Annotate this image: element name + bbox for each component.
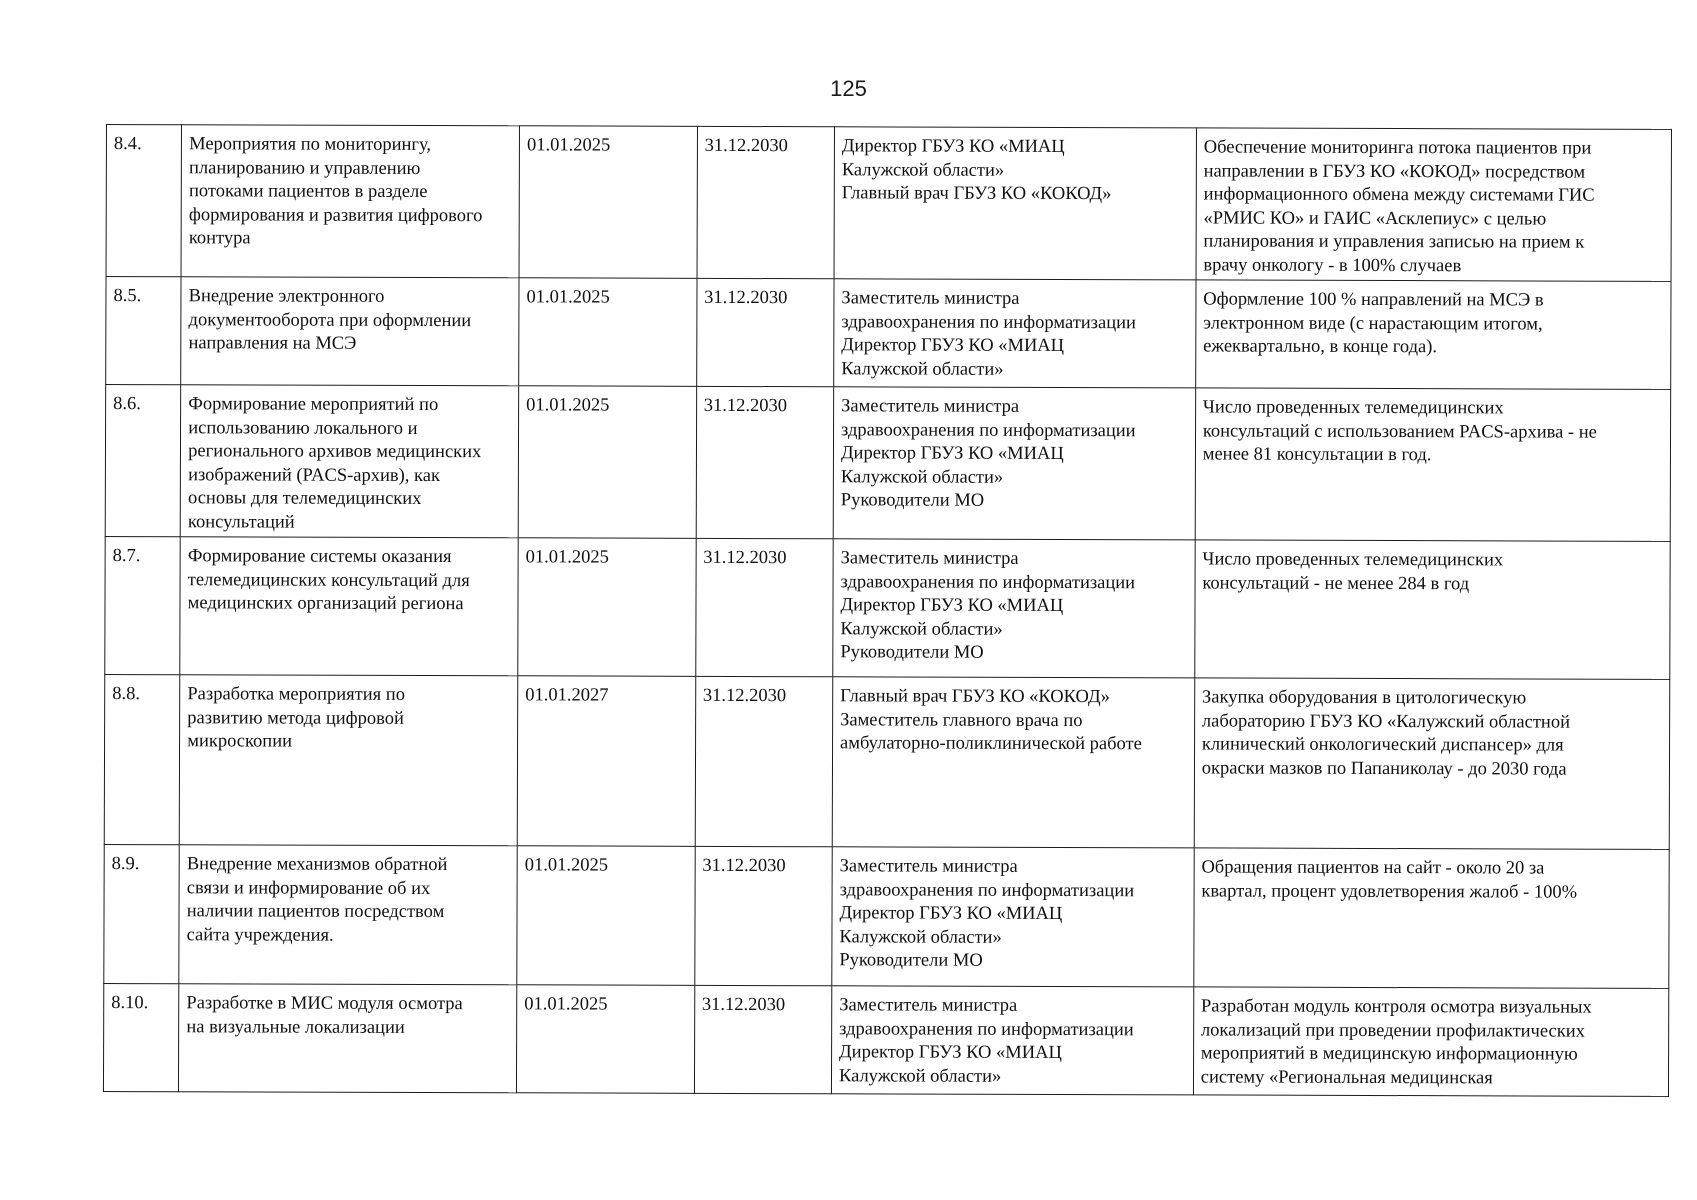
responsible-line: Калужской области» xyxy=(841,159,1005,181)
result-line: мероприятий в медицинскую информационную xyxy=(1200,1043,1578,1065)
activity-line: Разработке в МИС модуля осмотра xyxy=(186,993,463,1015)
result-line: квартал, процент удовлетворения жалоб - 100% xyxy=(1201,880,1578,903)
activity-line: развитию метода цифровой xyxy=(187,707,404,729)
activity-line: направления на МСЭ xyxy=(188,333,357,354)
activity-line: медицинских организаций региона xyxy=(187,593,464,615)
activity-cell xyxy=(179,845,517,985)
responsible-cell xyxy=(833,387,1195,540)
result-cell xyxy=(1195,280,1671,389)
activity-line: Формирование системы оказания xyxy=(187,546,452,568)
responsible-line: Калужской области» xyxy=(838,1065,1002,1087)
result-cell xyxy=(1193,987,1669,1096)
end-date: 31.12.2030 xyxy=(696,278,834,386)
table-row xyxy=(104,674,1670,849)
result-line: информационного обмена между системами ГИС xyxy=(1203,184,1595,206)
result-cell xyxy=(1194,678,1670,849)
responsible-cell xyxy=(832,847,1194,987)
result-line: планирования и управления записью на прием к xyxy=(1203,231,1585,253)
responsible-line: Директор ГБУЗ КО «МИАЦ xyxy=(840,595,1064,617)
responsible-cell xyxy=(834,279,1196,388)
result-line: клинический онкологический диспансер» для xyxy=(1201,734,1564,756)
end-date: 31.12.2030 xyxy=(697,126,835,278)
result-cell xyxy=(1195,540,1671,679)
responsible-line: Директор ГБУЗ КО «МИАЦ xyxy=(839,1042,1062,1064)
responsible-line: Калужской области» xyxy=(840,466,1004,488)
responsible-line: Заместитель министра xyxy=(841,396,1020,417)
responsible-line: Руководители МО xyxy=(839,950,983,971)
responsible-line: Руководители МО xyxy=(840,642,984,663)
responsible-cell xyxy=(832,677,1194,848)
start-date: 01.01.2025 xyxy=(519,278,697,387)
result-cell xyxy=(1196,128,1672,281)
activity-cell xyxy=(180,537,518,676)
result-line: Число проведенных телемедицинских xyxy=(1202,397,1504,419)
table-row xyxy=(105,385,1670,542)
activity-cell xyxy=(179,675,517,846)
item-number: 8.9. xyxy=(104,844,180,983)
page-number: 125 xyxy=(830,76,867,101)
table-row xyxy=(106,277,1671,390)
activity-line: на визуальные локализации xyxy=(186,1016,405,1038)
activity-cell xyxy=(181,277,519,386)
responsible-cell xyxy=(834,127,1196,280)
activity-line: связи и информирование об их xyxy=(186,877,431,899)
activity-line: Внедрение механизмов обратной xyxy=(186,854,448,876)
end-date: 31.12.2030 xyxy=(694,985,832,1093)
activity-line: наличии пациентов посредством xyxy=(186,901,445,923)
result-line: систему «Региональная медицинская xyxy=(1200,1066,1493,1088)
result-line: окраски мазков по Папаниколау - до 2030 года xyxy=(1201,757,1567,780)
activity-line: документооборота при оформлении xyxy=(188,309,472,331)
item-number: 8.5. xyxy=(106,277,182,385)
item-number: 8.7. xyxy=(105,536,181,674)
start-date: 01.01.2025 xyxy=(519,126,697,279)
responsible-line: здравоохранения по информатизации xyxy=(841,311,1136,333)
result-line: Число проведенных телемедицинских xyxy=(1202,549,1504,571)
result-line: «РМИС КО» и ГАИС «Асклепиус» с целью xyxy=(1203,207,1547,230)
responsible-line: Директор ГБУЗ КО «МИАЦ xyxy=(839,903,1063,925)
responsible-line: Заместитель министра xyxy=(841,288,1020,309)
responsible-cell xyxy=(833,539,1195,678)
end-date: 31.12.2030 xyxy=(694,846,832,985)
responsible-line: Главный врач ГБУЗ КО «КОКОД» xyxy=(840,686,1110,708)
result-line: консультаций - не менее 284 в год xyxy=(1202,572,1470,594)
responsible-line: Директор ГБУЗ КО «МИАЦ xyxy=(840,443,1064,465)
activity-line: телемедицинских консультаций для xyxy=(187,569,470,591)
result-line: менее 81 консультации в год. xyxy=(1202,444,1432,466)
start-date: 01.01.2025 xyxy=(518,386,696,539)
end-date: 31.12.2030 xyxy=(696,386,834,538)
activity-line: Мероприятия по мониторингу, xyxy=(189,134,432,156)
result-line: направлении в ГБУЗ КО «КОКОД» посредством xyxy=(1203,160,1586,183)
start-date: 01.01.2025 xyxy=(518,538,696,677)
end-date: 31.12.2030 xyxy=(695,676,833,846)
activity-cell xyxy=(179,984,517,1093)
responsible-line: Заместитель министра xyxy=(840,548,1019,569)
activity-line: контура xyxy=(188,228,251,249)
table-row xyxy=(106,125,1671,282)
activity-line: регионального архивов медицинских xyxy=(188,441,482,463)
end-date: 31.12.2030 xyxy=(695,538,833,676)
activity-line: изображений (PACS-архив), как xyxy=(188,464,440,486)
activity-line: основы для телемедицинских xyxy=(187,488,422,509)
activity-cell xyxy=(180,385,518,538)
responsible-line: здравоохранения по информатизации xyxy=(840,571,1136,593)
activity-line: консультаций xyxy=(187,511,295,533)
responsible-line: Заместитель министра xyxy=(839,995,1018,1016)
activity-line: Внедрение электронного xyxy=(188,286,385,307)
activity-line: потоками пациентов в разделе xyxy=(188,181,428,203)
responsible-line: Калужской области» xyxy=(840,618,1003,640)
start-date: 01.01.2027 xyxy=(517,676,695,847)
activity-line: формирования и развития цифрового xyxy=(188,204,483,226)
activities-table xyxy=(103,124,1672,1097)
result-line: Разработан модуль контроля осмотра визуальных xyxy=(1200,996,1592,1018)
activity-line: сайта учреждения. xyxy=(186,924,334,946)
activity-line: использованию локального и xyxy=(188,417,418,439)
table-row xyxy=(103,983,1668,1096)
table-row xyxy=(104,844,1669,988)
result-cell xyxy=(1194,848,1670,988)
activity-line: микроскопии xyxy=(187,731,293,752)
activity-line: Формирование мероприятий по xyxy=(188,394,439,416)
result-line: консультаций с использованием PACS-архива - не xyxy=(1202,420,1597,443)
result-line: локализаций при проведении профилактических xyxy=(1200,1019,1585,1042)
result-line: Оформление 100 % направлений на МСЭ в xyxy=(1203,289,1544,311)
result-line: лабораторию ГБУЗ КО «Калужский областной xyxy=(1201,710,1571,733)
activity-line: планированию и управлению xyxy=(189,157,421,179)
start-date: 01.01.2025 xyxy=(516,985,694,1094)
result-line: Обращения пациентов на сайт - около 20 за xyxy=(1201,857,1545,879)
activity-line: Разработка мероприятия по xyxy=(187,684,406,705)
result-line: врачу онкологу - в 100% случаев xyxy=(1203,254,1462,276)
table-row xyxy=(105,536,1670,679)
result-cell xyxy=(1195,388,1671,541)
responsible-line: Заместитель главного врача по xyxy=(840,709,1083,731)
responsible-line: Калужской области» xyxy=(839,926,1002,948)
responsible-cell xyxy=(831,986,1193,1095)
responsible-line: Руководители МО xyxy=(840,490,985,511)
responsible-line: Калужской области» xyxy=(841,358,1004,380)
responsible-line: Заместитель министра xyxy=(839,856,1018,877)
item-number: 8.8. xyxy=(104,674,180,844)
responsible-line: амбулаторно-поликлинической работе xyxy=(840,733,1142,755)
item-number: 8.10. xyxy=(103,983,179,1091)
result-line: ежеквартально, в конце года). xyxy=(1203,336,1438,358)
responsible-line: здравоохранения по информатизации xyxy=(840,419,1136,441)
result-line: Обеспечение мониторинга потока пациентов при xyxy=(1203,137,1592,159)
result-line: Закупка оборудования в цитологическую xyxy=(1201,687,1527,709)
item-number: 8.4. xyxy=(106,125,182,277)
responsible-line: Главный врач ГБУЗ КО «КОКОД» xyxy=(841,183,1112,205)
item-number: 8.6. xyxy=(105,385,181,537)
activity-cell xyxy=(181,125,519,278)
responsible-line: здравоохранения по информатизации xyxy=(839,1018,1134,1040)
responsible-line: Директор ГБУЗ КО «МИАЦ xyxy=(841,335,1065,357)
start-date: 01.01.2025 xyxy=(517,846,695,986)
responsible-line: Директор ГБУЗ КО «МИАЦ xyxy=(841,136,1065,158)
result-line: электронном виде (с нарастающим итогом, xyxy=(1203,312,1543,335)
responsible-line: здравоохранения по информатизации xyxy=(839,879,1135,901)
